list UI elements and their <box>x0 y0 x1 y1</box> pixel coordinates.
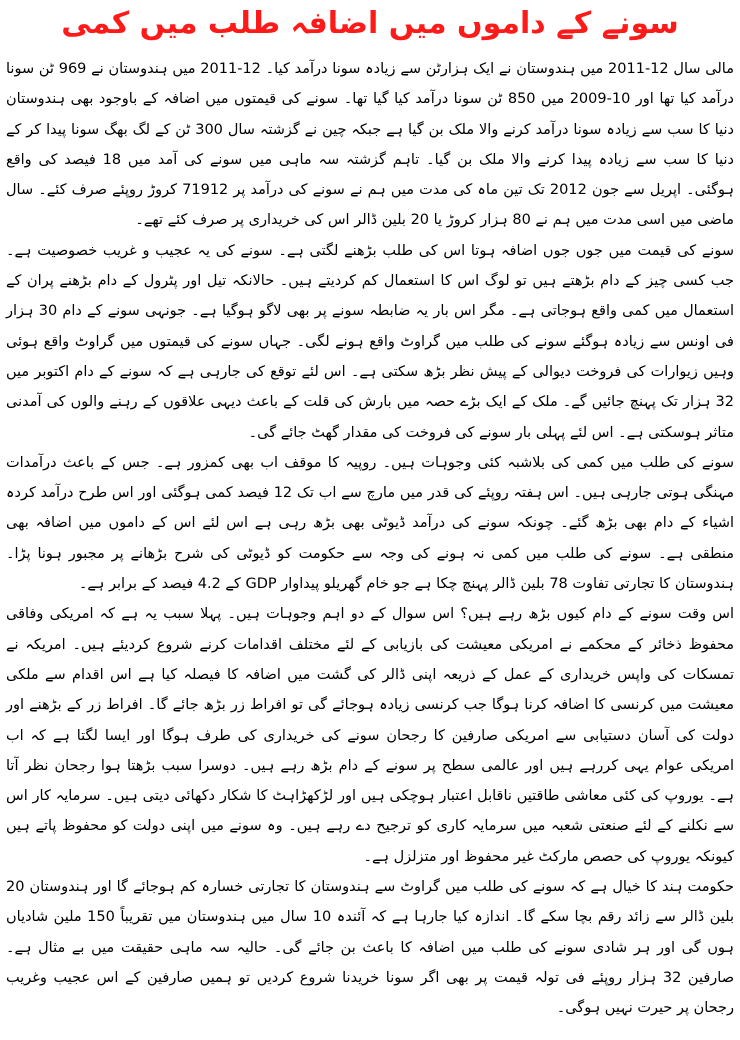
paragraph-1: مالی سال 12-2011 میں ہندوستان نے ایک ہزارٹن سے زیادہ سونا درآمد کیا۔ 12-2011 میں ہندوستان نے 969 ٹن سونا درآمد کیا تھا اور 10-2009 میں 850 ٹن سونا درآمد کیا گیا تھا۔ سونے کی قیمتوں میں اضافہ کے باوجود بھی ہندوستان دنیا کا سب سے زیادہ سونا درآمد کرنے والا ملک بن گیا ہے جبکہ چین نے گزشتہ سال 300 ٹن کے لگ بھگ سونا پیدا کر کے دنیا کا سب سے زیادہ پیدا کرنے والا ملک بن گیا۔ تاہم گزشتہ سہ ماہی میں سونے کی آمد میں 18 فیصد کی واقع ہوگئی۔ اپریل سے جون 2012 تک تین ماہ کی مدت میں ہم نے سونے کی درآمد پر 71912 کروڑ روپئے صرف کئے۔ سال ماضی میں اسی مدت میں ہم نے 80 ہزار کروڑ یا 20 بلین ڈالر اس کی خریداری پر صرف کئے تھے۔ <box>6 61 735 229</box>
article-body <box>6 54 734 1024</box>
paragraph-4: اس وقت سونے کے دام کیوں بڑھ رہے ہیں؟ اس سوال کے دو اہم وجوہات ہیں۔ پہلا سبب یہ ہے کہ امریکی وفاقی محفوظ ذخائر کے محکمے نے امریکی معیشت کی بازیابی کے لئے مختلف اقدامات کرنے شروع کردیئے ہیں۔ امریکہ نے تمسکات کی واپس خریداری کے عمل کے ذریعہ اپنی ڈالر کی گشت میں اضافہ کا فیصلہ کیا ہے اس اقدام سے ملکی معیشت میں کرنسی کا اضافہ کرنا ہوگا جب کرنسی زیادہ ہوجائے گی تو افراط زر بڑھ جائے گا۔ افراط زر کے بڑھنے اور دولت کی آسان دستیابی سے امریکی صارفین کا رجحان سونے کی خریداری کی طرف ہوگا اور ایسا لگتا ہے کہ اب امریکی عوام یہی کررہے ہیں اور عالمی سطح پر سونے کے دام بڑھ رہے ہیں۔ دوسرا سبب بڑھتا ہوا رجحان نظر آتا ہے۔ یوروپ کی کئی معاشی طاقتیں ناقابل اعتبار ہوچکی ہیں اور لڑکھڑاہٹ کا شکار دکھائی دیتی ہیں۔ سرمایہ کار اس سے نکلنے کے لئے صنعتی شعبہ میں سرمایہ کاری کو ترجیح دے رہے ہیں۔ وہ سونے میں اپنی دولت کو محفوظ پاتے ہیں کیونکہ یوروپ کی حصص مارکٹ غیر محفوظ اور متزلزل ہے۔ <box>6 606 734 865</box>
paragraph-5: حکومت ہند کا خیال ہے کہ سونے کی طلب میں گراوٹ سے ہندوستان کا تجارتی خسارہ کم ہوجائے گا اور ہندوستان 20 بلین ڈالر سے زائد رقم بچا سکے گا۔ اندازہ کیا جارہا ہے کہ آئندہ 10 سال میں ہندوستان میں تقریباً 150 ملین شادیاں ہوں گی اور ہر شادی سونے کی طلب میں اضافہ کا باعث بن جائے گی۔ حالیہ سہ ماہی حقیقت میں بے مثال ہے۔ صارفین 32 ہزار روپئے فی تولہ قیمت پر بھی اگر سونا خریدنا شروع کردیں تو ہمیں صارفین کے اس عجیب وغریب رجحان پر حیرت نہیں ہوگی۔ <box>6 879 735 1017</box>
article-title: سونے کے داموں میں اضافہ طلب میں کمی <box>61 6 679 41</box>
paragraph-2: سونے کی قیمت میں جوں جوں اضافہ ہوتا اس کی طلب بڑھنے لگتی ہے۔ سونے کی یہ عجیب و غریب خصوصیت ہے۔ جب کسی چیز کے دام بڑھتے ہیں تو لوگ اس کا استعمال کم کردیتے ہیں۔ حالانکہ تیل اور پٹرول کے دام بڑھنے پران کے استعمال میں کمی واقع ہوجاتی ہے۔ مگر اس بار یہ ضابطہ سونے پر بھی لاگو ہوگیا ہے۔ جونہی سونے کے دام 30 ہزار فی اونس سے زیادہ ہوگئے سونے کی طلب میں گراوٹ واقع ہونے لگی۔ جہاں سونے کی قیمتوں میں گراوٹ واقع ہوئی وہیں زیوارات کی فروخت دیوالی کے پیش نظر بڑھ سکتی ہے۔ اس لئے توقع کی جارہی ہے کہ سونے کے دام اکتوبر میں 32 ہزار تک پہنچ جائیں گے۔ ملک کے ایک بڑے حصہ میں بارش کی قلت کے باعث دیہی علاقوں کے رہنے والوں کی آمدنی متاثر ہوسکتی ہے۔ اس لئے پہلی بار سونے کی فروخت کی مقدار گھٹ جائے گی۔ <box>6 242 734 441</box>
paragraph-3: سونے کی طلب میں کمی کی بلاشبہ کئی وجوہات ہیں۔ روپیہ کا موقف اب بھی کمزور ہے۔ جس کے باعث درآمدات مہنگی ہوتی جارہی ہیں۔ اس ہفتہ روپئے کی قدر میں مارچ سے اب تک 12 فیصد کمی ہوگئی اور اس طرح درآمد کردہ اشیاء کے دام بھی بڑھ گئے۔ چونکہ سونے کی درآمد ڈیوٹی بھی بڑھ رہی ہے اس لئے اس کے داموں میں اضافہ بھی منطقی ہے۔ سونے کی طلب میں کمی نہ ہونے کی وجہ سے حکومت کو ڈیوٹی کی شرح بڑھانے پر مجبور ہونا پڑا۔ ہندوستان کا تجارتی تفاوت 78 بلین ڈالر پہنچ چکا ہے جو خام گھریلو پیداوار GDP کے 4.2 فیصد کے برابر ہے۔ <box>6 454 734 593</box>
